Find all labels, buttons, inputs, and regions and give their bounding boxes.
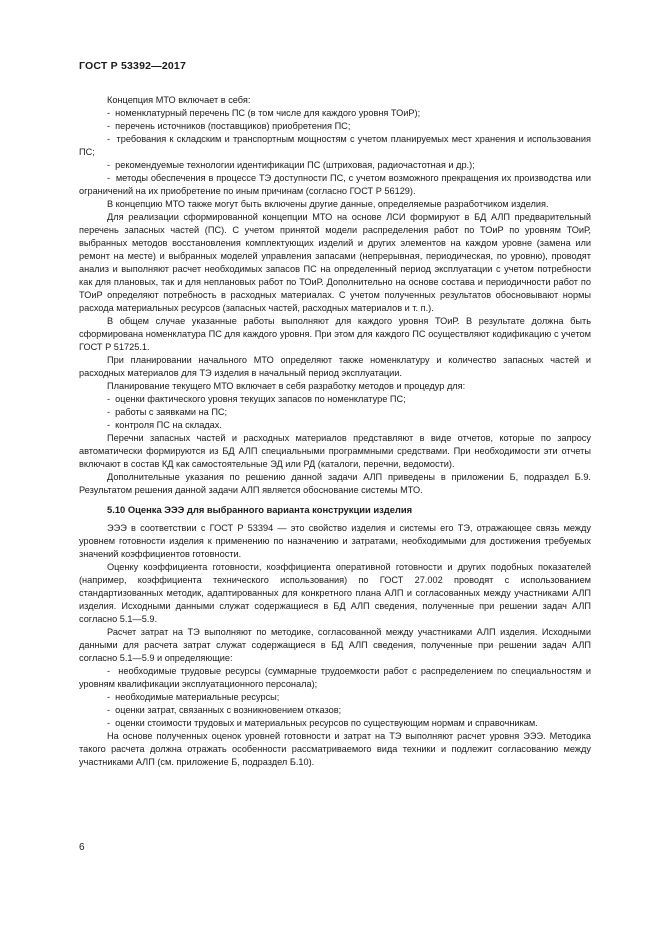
paragraph: Перечни запасных частей и расходных материалов представляют в виде отчетов, которые по запросу автоматически формируются из БД АЛП специальными программными средствами. При необходимости эти отчеты включают в состав КД как самостоятельные ЭД или РД (каталоги, перечни, ведомости). [79, 433, 591, 469]
list-item: - необходимые трудовые ресурсы (суммарные трудоемкости работ с распределением по специальностям и уровням квалификации эксплуатационного персонала); [79, 665, 591, 691]
list-item: - номенклатурный перечень ПС (в том числе для каждого уровня ТОиР); [79, 107, 591, 120]
list-item: - необходимые материальные ресурсы; [79, 691, 591, 704]
paragraph: При планировании начального МТО определяют также номенклатуру и количество запасных частей и расходных материалов для ТЭ изделия в начальный период эксплуатации. [79, 355, 591, 378]
paragraph: ЭЭЭ в соответствии с ГОСТ Р 53394 — это свойство изделия и системы его ТЭ, отражающее связь между уровнем готовности изделия к применению по назначению и затратами, необходимыми для достижения требуемых значений коэффициентов готовности. [79, 523, 591, 559]
document-body [79, 94, 591, 769]
paragraph: В концепцию МТО также могут быть включены другие данные, определяемые разработчиком изделия. [107, 199, 549, 209]
paragraph: Для реализации сформированной концепции МТО на основе ЛСИ формируют в БД АЛП предварительный перечень запасных частей (ПС). С учетом принятой модели распределения работ по ТОиР по уровням ТОиР, выбранных методов восстановления комплектующих изделий и других элементов на каждом уровне (замена или ремонт на месте) и выбранных моделей управления запасами (непрерывная, периодическая, по уровню), проводят анализ и выполняют расчет необходимых запасов ПС на определенный период эксплуатации с учетом потребности как для плановых, так и для неплановых работ по ТОиР. Дополнительно на основе состава и периодичности работ по ТОиР определяют потребность в расходных материалах. С учетом полученных результатов обосновывают нормы расхода материальных ресурсов (запасных частей, расходных материалов и т. п.). [79, 212, 591, 313]
document-header: ГОСТ Р 53392—2017 [79, 60, 187, 72]
paragraph: В общем случае указанные работы выполняют для каждого уровня ТОиР. В результате должна быть сформирована номенклатура ПС для каждого уровня. При этом для каждого ПС осуществляют кодификацию с учетом ГОСТ Р 51725.1. [79, 316, 591, 352]
list-item: - оценки фактического уровня текущих запасов по номенклатуре ПС; [79, 393, 591, 406]
list-item: - контроля ПС на складах. [79, 419, 591, 432]
paragraph: Концепция МТО включает в себя: [107, 95, 251, 105]
section-title: 5.10 Оценка ЭЭЭ для выбранного варианта конструкции изделия [107, 504, 413, 515]
list-item: - перечень источников (поставщиков) приобретения ПС; [79, 120, 591, 133]
paragraph: На основе полученных оценок уровней готовности и затрат на ТЭ выполняют расчет уровня ЭЭЭ. Методика такого расчета должна отражать особенности рассматриваемого вида техники и подлежит согласованию между участниками АЛП (см. приложение Б, подраздел Б.10). [79, 731, 591, 767]
paragraph: Дополнительные указания по решению данной задачи АЛП приведены в приложении Б, подраздел Б.9. Результатом решения данной задачи АЛП является обоснование системы МТО. [79, 472, 591, 495]
page-number: 6 [79, 842, 85, 853]
paragraph: Расчет затрат на ТЭ выполняют по методике, согласованной между участниками АЛП изделия. Исходными данными для расчета затрат служат содержащиеся в БД АЛП сведения, полученные при решении задач АЛП согласно 5.1—5.9 и определяющие: [79, 627, 591, 663]
list-item: - методы обеспечения в процессе ТЭ доступности ПС, с учетом возможного прекращения их производства или ограничений на их приобретение по иным причинам (согласно ГОСТ Р 56129). [79, 172, 591, 198]
list-item: - рекомендуемые технологии идентификации ПС (штриховая, радиочастотная и др.); [79, 159, 591, 172]
list-item: - требования к складским и транспортным мощностям с учетом планируемых мест хранения и использования ПС; [79, 133, 591, 159]
list-item: - оценки стоимости трудовых и материальных ресурсов по существующим нормам и справочникам. [79, 717, 591, 730]
paragraph: Планирование текущего МТО включает в себя разработку методов и процедур для: [107, 381, 466, 391]
list-item: - работы с заявками на ПС; [79, 406, 591, 419]
paragraph: Оценку коэффициента готовности, коэффициента оперативной готовности и других подобных показателей (например, коэффициента технического использования) по ГОСТ 27.002 проводят с использованием стандартизованных методик, адаптированных для конкретного плана АЛП и согласованных между участниками АЛП изделия. Исходными данными служат содержащиеся в БД АЛП сведения, полученные при решении задач АЛП согласно 5.1—5.9. [79, 562, 591, 624]
list-item: - оценки затрат, связанных с возникновением отказов; [79, 704, 591, 717]
